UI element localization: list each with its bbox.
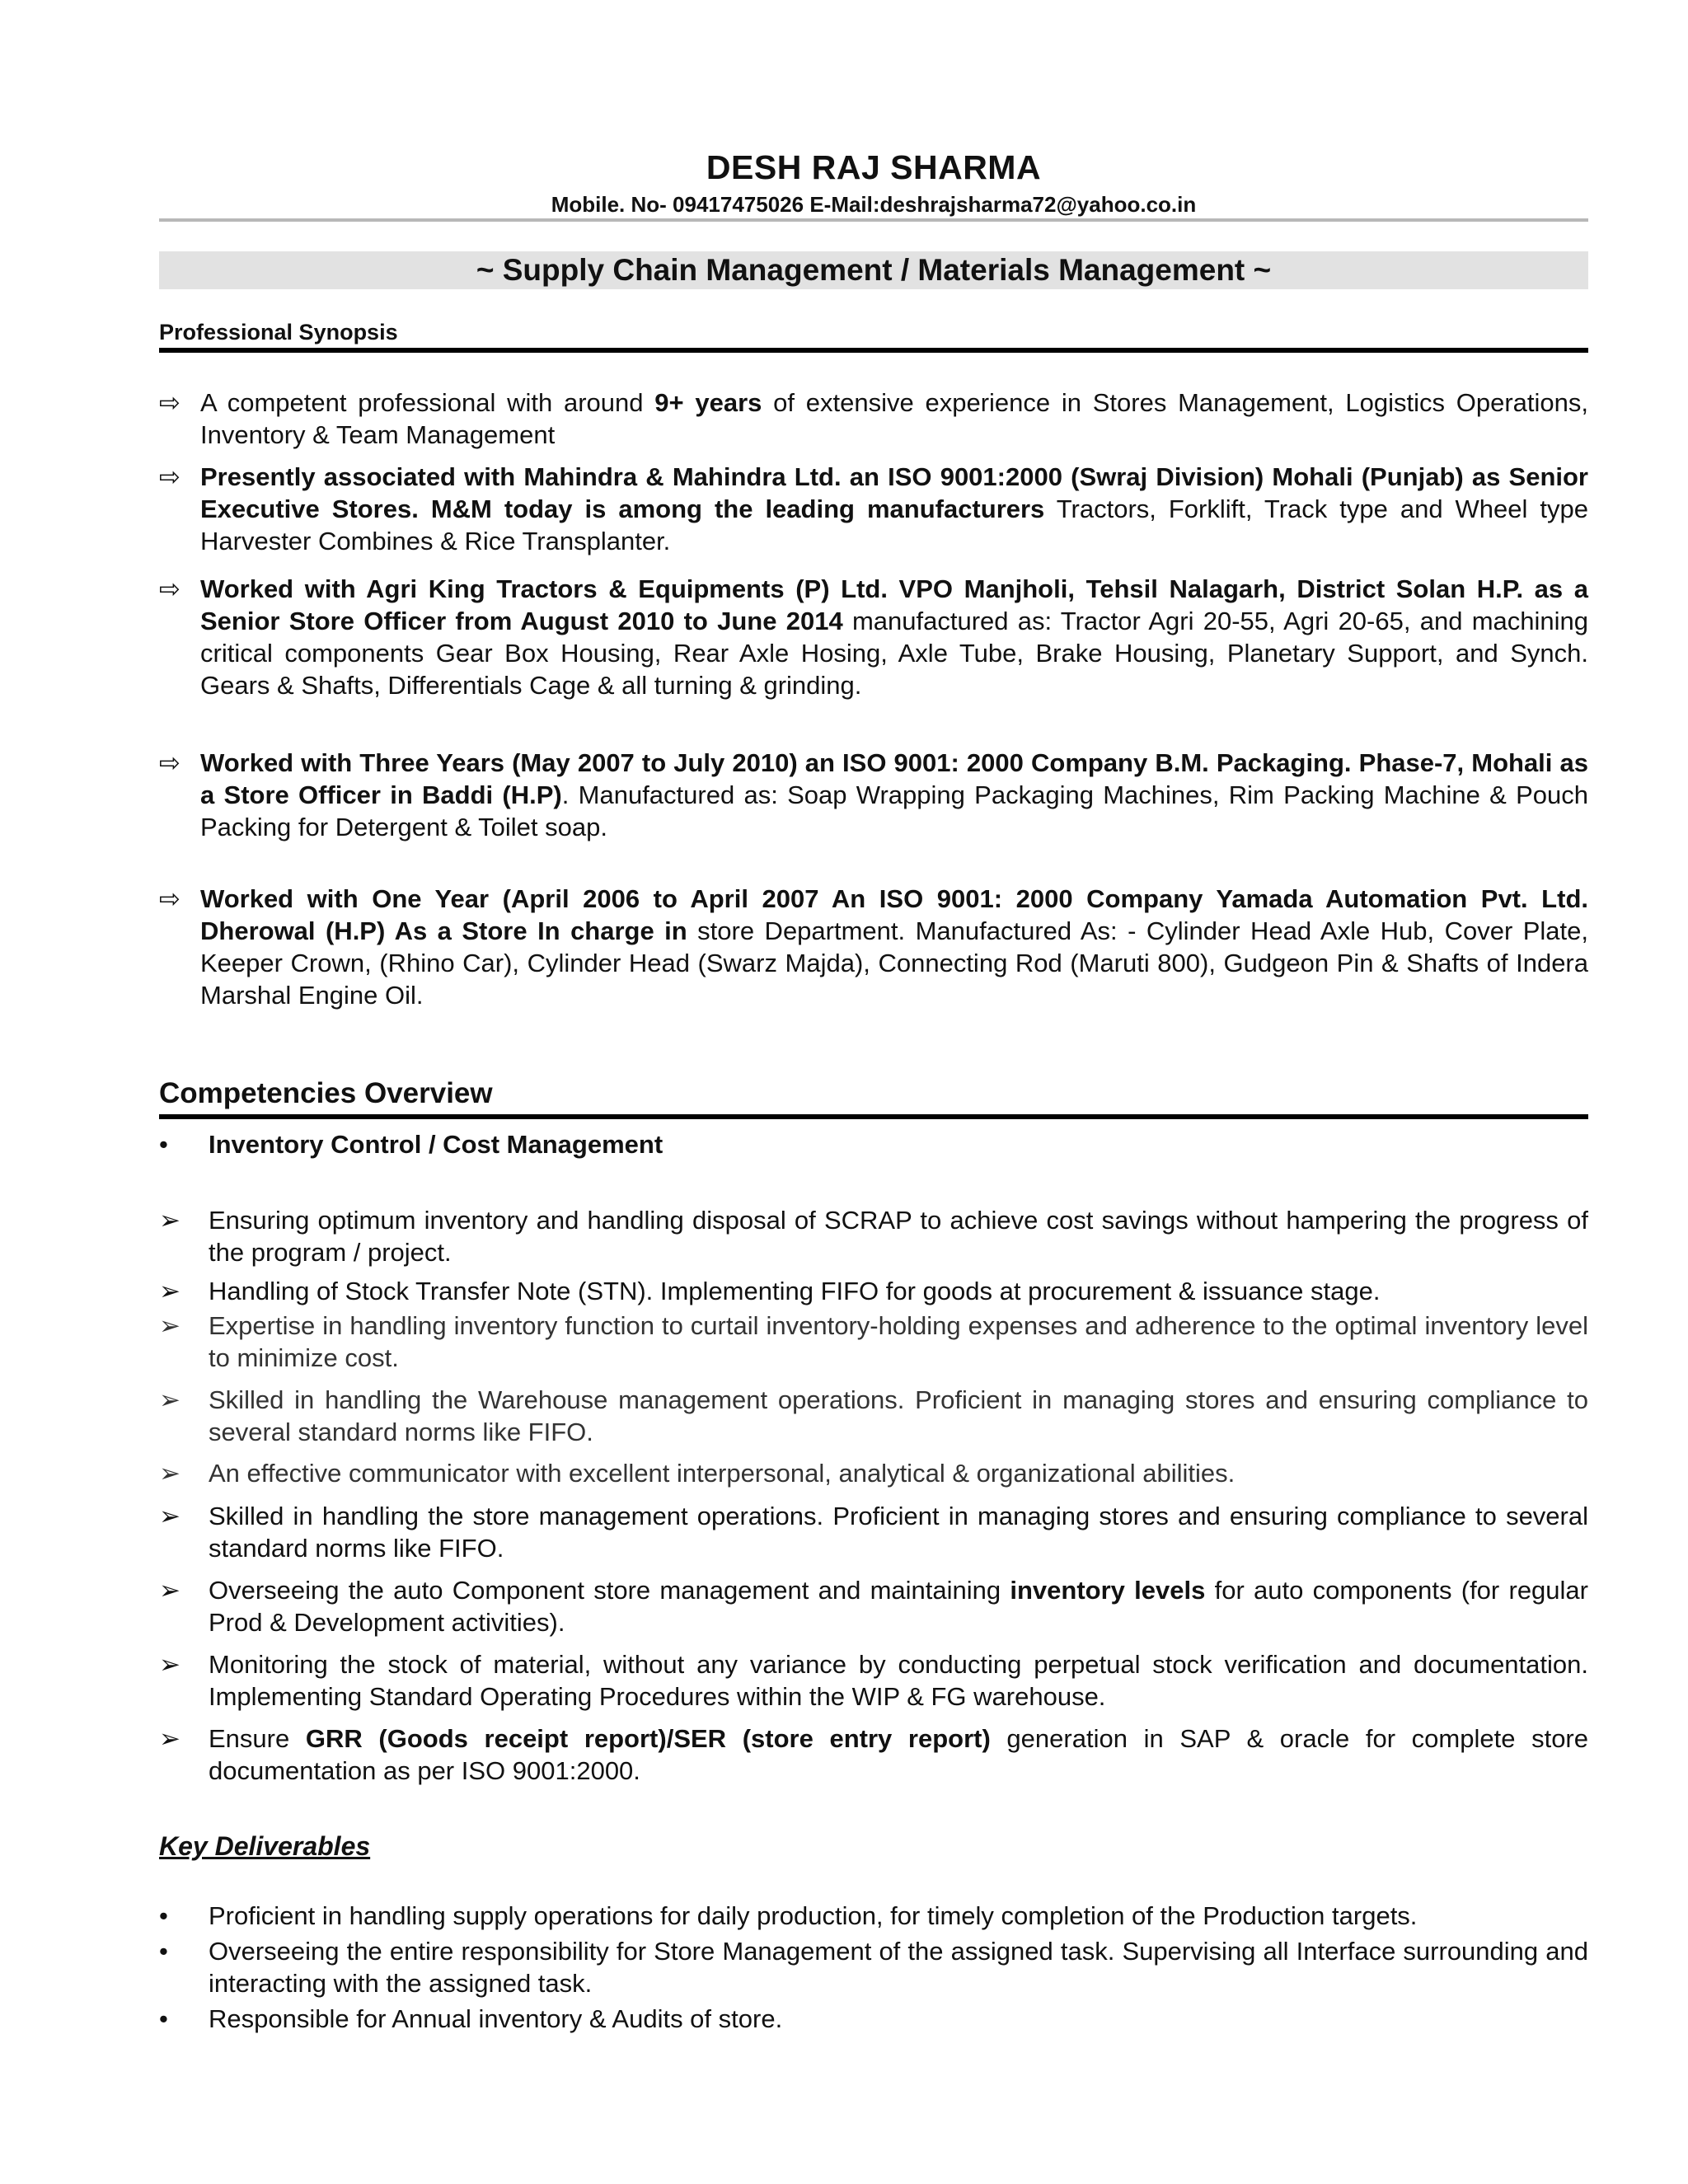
arrowhead-icon: ➢ [159, 1576, 181, 1605]
arrow-right-icon: ⇨ [159, 388, 181, 417]
competency-subheading: • Inventory Control / Cost Management [159, 1130, 663, 1159]
key-deliverables-heading: Key Deliverables [159, 1831, 371, 1861]
deliverable-item: • Responsible for Annual inventory & Audits of store. [159, 2004, 783, 2033]
arrowhead-icon: ➢ [159, 1724, 181, 1753]
synopsis-item: ⇨ Presently associated with Mahindra & Mahindra Ltd. an ISO 9001:2000 (Swraj Division) Mohali (Punjab) as Senior Executive Stores. M&M today is among the leading manufacturers Tractors, Forklift, Track type and Wheel type Harvester Combines & Rice Transplanter. [159, 462, 1588, 555]
synopsis-item: ⇨ A competent professional with around 9+ years of extensive experience in Stores Management, Logistics Operations, Inventory & Team Management [159, 388, 1589, 449]
header-divider [159, 218, 1588, 222]
competency-item: ➢ Monitoring the stock of material, without any variance by conducting perpetual stock verification and documentation. Implementing Standard Operating Procedures within the WIP & FG warehouse. [159, 1650, 1588, 1711]
profile-banner: ~ Supply Chain Management / Materials Management ~ [159, 251, 1588, 289]
arrowhead-icon: ➢ [159, 1277, 181, 1305]
arrowhead-icon: ➢ [159, 1311, 181, 1340]
arrow-right-icon: ⇨ [159, 574, 181, 603]
arrowhead-icon: ➢ [159, 1650, 181, 1679]
deliverable-item: • Overseeing the entire responsibility for Store Management of the assigned task. Supervising all Interface surrounding and interacting with the assigned task. [159, 1937, 1588, 1998]
synopsis-item: ⇨ Worked with One Year (April 2006 to April 2007 An ISO 9001: 2000 Company Yamada Automation Pvt. Ltd. Dherowal (H.P) As a Store In charge in store Department. Manufactured As: - Cylinder Head Axle Hub, Cover Plate, Keeper Crown, (Rhino Car), Cylinder Head (Swarz Majda), Connecting Rod (Maruti 800), Gudgeon Pin & Shafts of Indera Marshal Engine Oil. [159, 884, 1588, 1010]
bullet-icon: • [159, 1901, 168, 1930]
competencies-heading: Competencies Overview [159, 1077, 493, 1109]
arrowhead-icon: ➢ [159, 1459, 181, 1488]
competency-item: ➢ Skilled in handling the store management operations. Proficient in managing stores and ensuring compliance to several standard norms like FIFO. [159, 1502, 1588, 1563]
competency-item: ➢ Expertise in handling inventory function to curtail inventory-holding expenses and adherence to the optimal inventory level to minimize cost. [159, 1311, 1588, 1372]
competency-item: ➢ An effective communicator with excellent interpersonal, analytical & organizational abilities. [159, 1459, 1236, 1488]
synopsis-heading: Professional Synopsis [159, 320, 398, 344]
competency-item: ➢ Ensure GRR (Goods receipt report)/SER (store entry report) generation in SAP & oracle for complete store documentation as per ISO 9001:2000. [159, 1724, 1588, 1785]
synopsis-item: ⇨ Worked with Three Years (May 2007 to July 2010) an ISO 9001: 2000 Company B.M. Packaging. Phase-7, Mohali as a Store Officer in Baddi (H.P). Manufactured as: Soap Wrapping Packaging Machines, Rim Packing Machine & Pouch Packing for Detergent & Toilet soap. [159, 748, 1589, 841]
arrow-right-icon: ⇨ [159, 462, 181, 491]
arrowhead-icon: ➢ [159, 1206, 181, 1235]
bullet-icon: • [159, 2004, 168, 2033]
competency-item: ➢ Overseeing the auto Component store management and maintaining inventory levels for auto components (for regular Prod & Development activities). [159, 1576, 1588, 1637]
candidate-name: DESH RAJ SHARMA [706, 148, 1042, 186]
synopsis-item: ⇨ Worked with Agri King Tractors & Equipments (P) Ltd. VPO Manjholi, Tehsil Nalagarh, District Solan H.P. as a Senior Store Officer from August 2010 to June 2014 manufactured as: Tractor Agri 20-55, Agri 20-65, and machining critical components Gear Box Housing, Rear Axle Hosing, Axle Tube, Brake Housing, Planetary Support, and Synch. Gears & Shafts, Differentials Cage & all turning & grinding. [159, 574, 1588, 700]
arrow-right-icon: ⇨ [159, 748, 181, 777]
bullet-icon: • [159, 1130, 168, 1159]
competencies-divider [159, 1114, 1588, 1119]
arrow-right-icon: ⇨ [159, 884, 181, 913]
arrowhead-icon: ➢ [159, 1502, 181, 1530]
arrowhead-icon: ➢ [159, 1385, 181, 1414]
competency-item: ➢ Ensuring optimum inventory and handling disposal of SCRAP to achieve cost savings without hampering the progress of the program / project. [159, 1206, 1588, 1267]
competency-item: ➢ Skilled in handling the Warehouse management operations. Proficient in managing stores and ensuring compliance to several standard norms like FIFO. [159, 1385, 1588, 1446]
competency-item: ➢ Handling of Stock Transfer Note (STN). Implementing FIFO for goods at procurement & issuance stage. [159, 1277, 1381, 1305]
contact-line: Mobile. No- 09417475026 E-Mail:deshrajsharma72@yahoo.co.in [551, 192, 1197, 217]
synopsis-divider [159, 348, 1588, 353]
deliverable-item: • Proficient in handling supply operations for daily production, for timely completion of the Production targets. [159, 1901, 1418, 1930]
bullet-icon: • [159, 1937, 168, 1966]
